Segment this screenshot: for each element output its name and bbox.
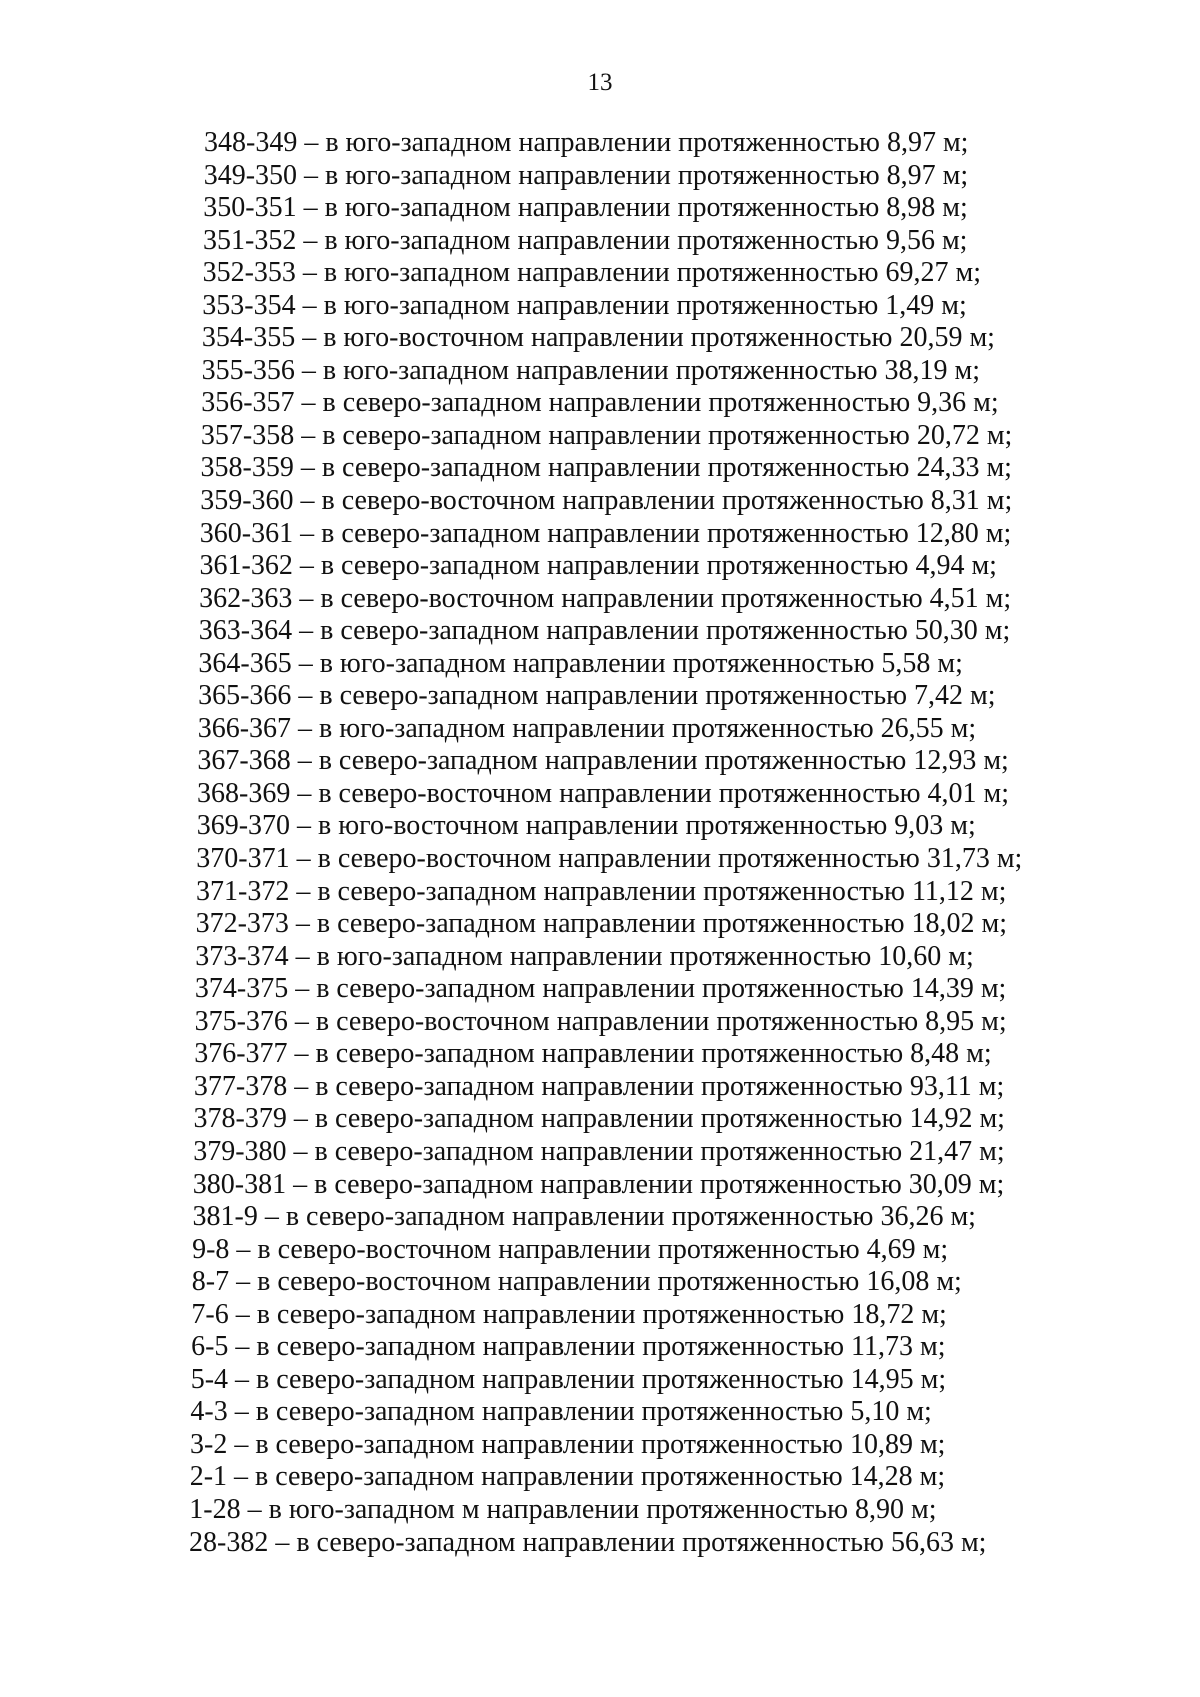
segment-line: 361-362 – в северо-западном направлении протяженностью 4,94 м; [199,550,997,582]
segment-line: 369-370 – в юго-восточном направлении протяженностью 9,03 м; [196,810,976,842]
segment-line: 379-380 – в северо-западном направлении протяженностью 21,47 м; [193,1135,1005,1167]
segment-line: 355-356 – в юго-западном направлении протяженностью 38,19 м; [201,354,981,386]
segment-line: 366-367 – в юго-западном направлении протяженностью 26,55 м; [197,712,977,744]
segment-line: 363-364 – в северо-западном направлении протяженностью 50,30 м; [198,615,1011,647]
segment-line: 5-4 – в северо-западном направлении протяженностью 14,95 м; [190,1363,947,1395]
boundary-segment-list [0,127,1200,1559]
segment-line: 374-375 – в северо-западном направлении протяженностью 14,39 м; [194,973,1007,1005]
segment-line: 354-355 – в юго-восточном направлении протяженностью 20,59 м; [201,322,995,354]
segment-line: 372-373 – в северо-западном направлении протяженностью 18,02 м; [195,908,1008,940]
page-number: 13 [587,69,613,96]
segment-line: 8-7 – в северо-восточном направлении протяженностью 16,08 м; [191,1266,962,1298]
segment-line: 356-357 – в северо-западном направлении протяженностью 9,36 м; [201,387,999,419]
segment-line: 365-366 – в северо-западном направлении протяженностью 7,42 м; [198,680,996,712]
segment-line: 359-360 – в северо-восточном направлении протяженностью 8,31 м; [200,485,1013,517]
segment-line: 350-351 – в юго-западном направлении протяженностью 8,98 м; [203,192,968,224]
segment-line: 2-1 – в северо-западном направлении протяженностью 14,28 м; [189,1461,946,1493]
segment-line: 3-2 – в северо-западном направлении протяженностью 10,89 м; [190,1428,946,1460]
segment-line: 1-28 – в юго-западном м направлении протяженностью 8,90 м; [189,1493,937,1525]
segment-line: 367-368 – в северо-западном направлении протяженностью 12,93 м; [197,745,1009,777]
segment-line: 357-358 – в северо-западном направлении протяженностью 20,72 м; [200,419,1013,451]
segment-line: 352-353 – в юго-западном направлении протяженностью 69,27 м; [202,257,982,289]
segment-line: 351-352 – в юго-западном направлении протяженностью 9,56 м; [203,224,968,256]
segment-line: 7-6 – в северо-западном направлении протяженностью 18,72 м; [191,1298,947,1330]
segment-line: 358-359 – в северо-западном направлении протяженностью 24,33 м; [200,452,1012,484]
segment-line: 348-349 – в юго-западном направлении протяженностью 8,97 м; [204,127,969,158]
segment-line: 381-9 – в северо-западном направлении протяженностью 36,26 м; [192,1201,976,1233]
segment-line: 373-374 – в юго-западном направлении протяженностью 10,60 м; [195,940,974,972]
segment-line: 362-363 – в северо-восточном направлении протяженностью 4,51 м; [199,582,1012,614]
segment-line: 368-369 – в северо-восточном направлении протяженностью 4,01 м; [197,777,1010,809]
segment-line: 4-3 – в северо-западном направлении протяженностью 5,10 м; [190,1396,932,1428]
segment-line: 376-377 – в северо-западном направлении протяженностью 8,48 м; [194,1038,992,1070]
segment-line: 380-381 – в северо-западном направлении протяженностью 30,09 м; [192,1168,1005,1200]
segment-line: 364-365 – в юго-западном направлении протяженностью 5,58 м; [198,647,963,679]
segment-line: 377-378 – в северо-западном направлении протяженностью 93,11 м; [193,1070,1005,1102]
segment-line: 371-372 – в северо-западном направлении протяженностью 11,12 м; [196,875,1007,907]
segment-line: 370-371 – в северо-восточном направлении протяженностью 31,73 м; [196,843,1023,875]
segment-line: 375-376 – в северо-восточном направлении протяженностью 8,95 м; [194,1005,1007,1037]
segment-line: 6-5 – в северо-западном направлении протяженностью 11,73 м; [191,1331,946,1363]
segment-line: 353-354 – в юго-западном направлении протяженностью 1,49 м; [202,289,967,321]
segment-line: 349-350 – в юго-западном направлении протяженностью 8,97 м; [203,159,969,191]
segment-line: 360-361 – в северо-западном направлении протяженностью 12,80 м; [199,517,1012,549]
segment-line: 378-379 – в северо-западном направлении протяженностью 14,92 м; [193,1103,1005,1135]
segment-line: 9-8 – в северо-восточном направлении протяженностью 4,69 м; [192,1233,949,1265]
segment-line: 28-382 – в северо-западном направлении протяженностью 56,63 м; [189,1526,987,1558]
